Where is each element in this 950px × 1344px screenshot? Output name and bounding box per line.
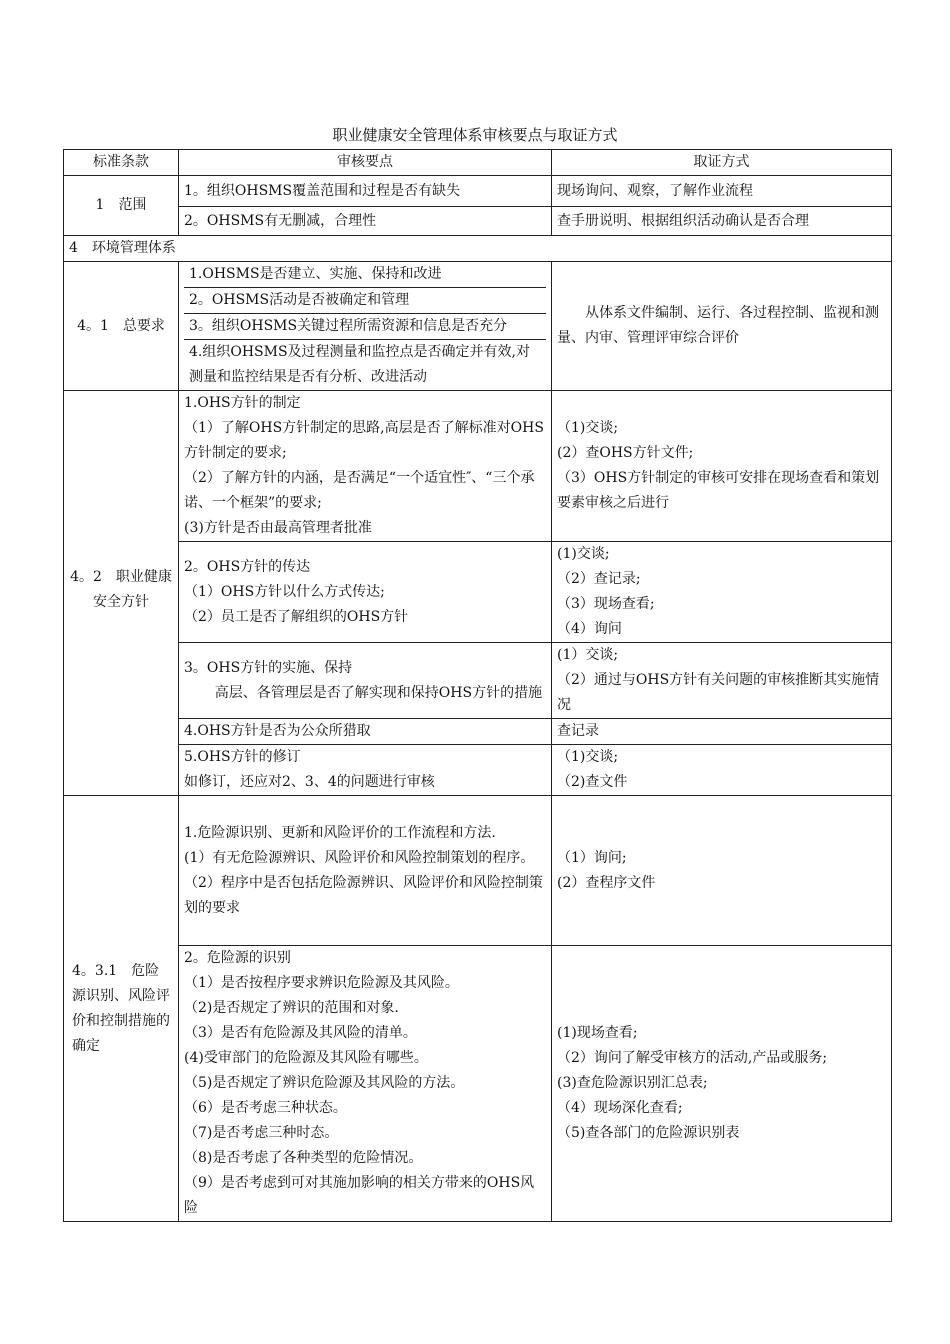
audit-point: 4.OHS方针是否为公众所猎取 (179, 719, 552, 745)
point-line: 2。OHS方针的传达 (184, 558, 311, 575)
point-line: 2。危险源的识别 (184, 950, 291, 966)
table-row (64, 946, 892, 1222)
header-row (64, 150, 892, 176)
point-line: 1.OHS方针的制定 (184, 395, 301, 411)
evidence-line: (2）查OHS方针文件; (557, 445, 694, 461)
table-row (64, 262, 892, 391)
clause-scope: 1 范围 (64, 176, 179, 236)
audit-point: 1.OHSMS是否建立、实施、保持和改进 (184, 262, 546, 288)
point-line: （5)是否规定了辨识危险源及其风险的方法。 (184, 1075, 465, 1091)
point-line: （1）OHS方针以什么方式传达; (184, 583, 385, 600)
evidence-method (552, 745, 892, 796)
clause-policy (64, 391, 179, 796)
evidence-method (552, 542, 892, 643)
table-row (64, 643, 892, 719)
evidence-line: (1)交谈; (557, 546, 610, 562)
audit-point: 4.组织OHSMS及过程测量和监控点是否确定并有效,对测量和监控结果是否有分析、改进活动 (189, 344, 531, 385)
document-title: 职业健康安全管理体系审核要点与取证方式 (332, 126, 618, 144)
evidence-line: （1）询问; (557, 849, 627, 866)
evidence-method: 查记录 (552, 719, 892, 745)
evidence-line: （5)查各部门的危险源识别表 (557, 1125, 740, 1141)
audit-points-cell (179, 262, 552, 391)
evidence-method (552, 391, 892, 542)
audit-point: 2。OHSMS活动是否被确定和管理 (184, 288, 546, 314)
point-line: 高层、各管理层是否了解实现和保持OHS方针的措施 (214, 684, 543, 701)
audit-point (179, 796, 552, 946)
point-line: （1）了解OHS方针制定的思路,高层是否了解标准对OHS方针制定的要求; (184, 420, 544, 461)
audit-table (63, 149, 892, 1222)
clause-hazard (64, 796, 179, 1222)
evidence-line: （3）现场查看; (557, 596, 655, 612)
evidence-text: 从体系文件编制、运行、各过程控制、监视和测量、内审、管理评审综合评价 (557, 305, 879, 346)
audit-point: 1。组织OHSMS覆盖范围和过程是否有缺失 (179, 176, 552, 207)
point-line: 3。OHS方针的实施、保持 (184, 659, 353, 676)
audit-points-list (184, 262, 546, 390)
audit-point (179, 745, 552, 796)
table-row (64, 176, 892, 207)
point-line: 5.OHS方针的修订 (184, 749, 301, 765)
evidence-line: （1)交谈; (557, 749, 619, 765)
audit-point: 2。OHSMS有无删减，合理性 (179, 207, 552, 236)
evidence-line: (1)现场查看; (557, 1025, 638, 1041)
audit-point: 3。组织OHSMS关键过程所需资源和信息是否充分 (184, 314, 546, 340)
header-points: 审核要点 (179, 150, 552, 176)
point-line: （2)是否规定了辨识的范围和对象. (184, 1000, 399, 1016)
evidence-line: （1)交谈; (557, 420, 619, 436)
table-row (64, 391, 892, 542)
table-row (64, 796, 892, 946)
section-row (64, 236, 892, 262)
header-evidence: 取证方式 (552, 150, 892, 176)
evidence-line: (2）查程序文件 (557, 874, 656, 891)
evidence-method (552, 262, 892, 391)
point-line: （8)是否考虑了各种类型的危险情况。 (184, 1150, 423, 1166)
evidence-line: （2）询问了解受审核方的活动,产品或服务; (557, 1050, 828, 1066)
point-line: （2）员工是否了解组织的OHS方针 (184, 608, 409, 625)
point-line: （3）是否有危险源及其风险的清单。 (184, 1025, 417, 1041)
evidence-method (552, 643, 892, 719)
evidence-line: （4）询问 (557, 621, 622, 637)
point-line: （6）是否考虑三种状态。 (184, 1100, 347, 1116)
table-row (64, 745, 892, 796)
clause-text: 4。2 职业健康安全方针 (70, 569, 172, 610)
point-line: （2）程序中是否包括危险源辨识、风险评价和风险控制策划的要求 (184, 874, 543, 916)
point-line: （7)是否考虑三种时态。 (184, 1125, 339, 1141)
evidence-line: （4）现场深化查看; (557, 1100, 683, 1116)
audit-point (179, 542, 552, 643)
evidence-method: 现场询问、观察，了解作业流程 (552, 176, 892, 207)
evidence-line: （2)查文件 (557, 774, 628, 790)
header-clause: 标准条款 (64, 150, 179, 176)
point-line: （9）是否考虑到可对其施加影响的相关方带来的OHS风险 (184, 1175, 535, 1216)
clause-text: 4。3.1 危险源识别、风险评价和控制措施的确定 (72, 962, 170, 1054)
evidence-line: (3)查危险源识别汇总表; (557, 1075, 708, 1091)
point-line: (4)受审部门的危险源及其风险有哪些。 (184, 1050, 428, 1066)
evidence-line: （2）通过与OHS方针有关问题的审核推断其实施情况 (557, 672, 880, 713)
table-row (64, 542, 892, 643)
point-line: (1）有无危险源辨识、风险评价和风险控制策划的程序。 (184, 849, 535, 866)
evidence-method (552, 946, 892, 1222)
evidence-line: （3）OHS方针制定的审核可安排在现场查看和策划要素审核之后进行 (557, 470, 880, 511)
point-line: （2）了解方针的内涵，是否满足“一个适宜性″、“三个承诺、一个框架”的要求; (184, 470, 535, 511)
point-line: 1.危险源识别、更新和风险评价的工作流程和方法. (184, 824, 496, 841)
audit-point (179, 391, 552, 542)
point-line: (3)方针是否由最高管理者批准 (184, 520, 372, 536)
point-line: （1）是否按程序要求辨识危险源及其风险。 (184, 975, 459, 991)
clause-general: 4。1 总要求 (64, 262, 179, 391)
evidence-line: (1）交谈; (557, 647, 619, 663)
evidence-line: （2）查记录; (557, 571, 641, 587)
evidence-method: 查手册说明、根据组织活动确认是否合理 (552, 207, 892, 236)
audit-point (179, 946, 552, 1222)
audit-point (179, 643, 552, 719)
section-heading: 4 环境管理体系 (64, 236, 892, 262)
table-row (64, 719, 892, 745)
table-row (64, 207, 892, 236)
evidence-method (552, 796, 892, 946)
point-line: 如修订，还应对2、3、4的问题进行审核 (184, 774, 435, 790)
